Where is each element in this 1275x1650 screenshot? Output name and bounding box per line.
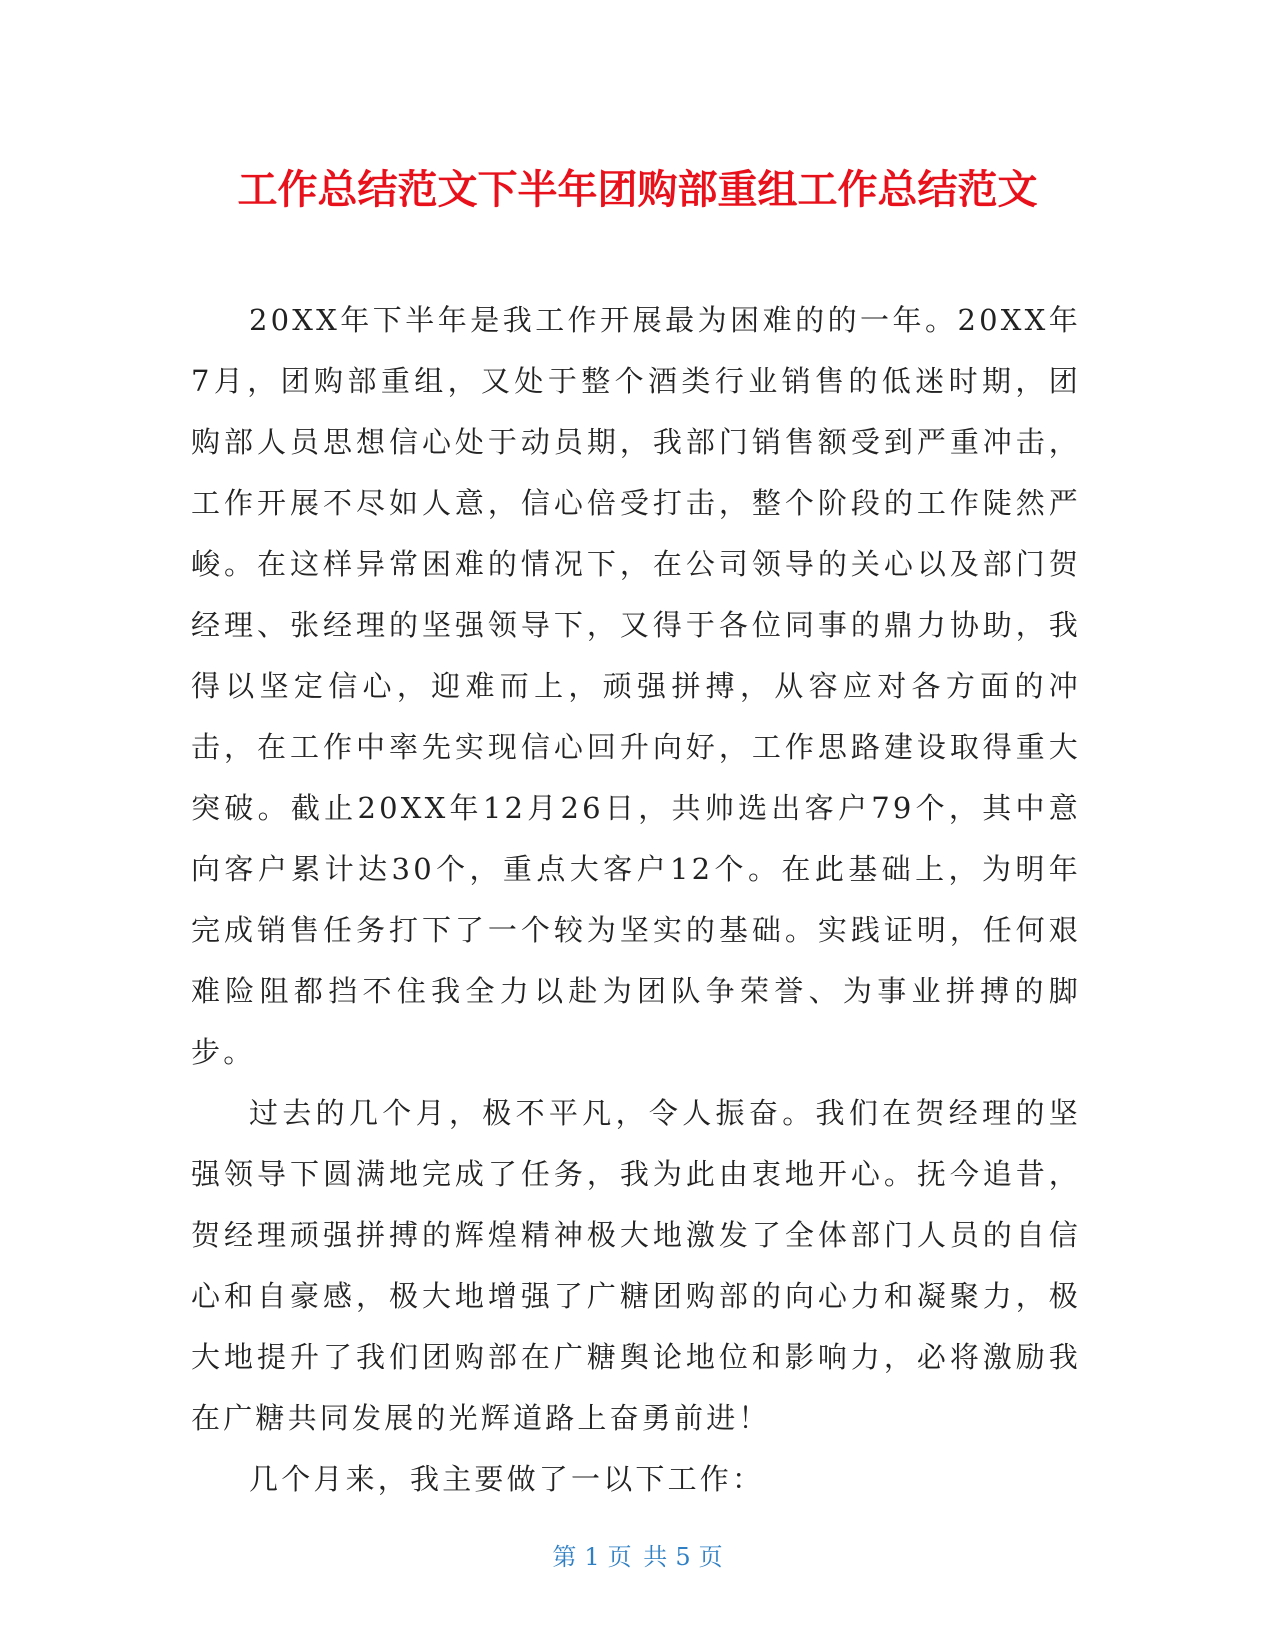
footer-middle: 页 共: [607, 1543, 668, 1571]
footer-total-pages: 5: [675, 1543, 691, 1571]
footer-page-number: 1: [584, 1543, 600, 1571]
paragraph-2: 过去的几个月，极不平凡，令人振奋。我们在贺经理的坚强领导下圆满地完成了任务，我为此由衷地开心。抚今追昔，贺经理顽强拼搏的辉煌精神极大地激发了全体部门人员的自信心和自豪感，极大地增强了广糖团购部的向心力和凝聚力，极大地提升了我们团购部在广糖舆论地位和影响力，必将激励我在广糖共同发展的光辉道路上奋勇前进！: [191, 1096, 1081, 1435]
footer-suffix: 页: [698, 1543, 723, 1571]
paragraph-3: 几个月来，我主要做了一以下工作：: [249, 1462, 765, 1496]
paragraph-1: 20XX年下半年是我工作开展最为困难的的一年。20XX年7月，团购部重组，又处于整个酒类行业销售的低迷时期，团购部人员思想信心处于动员期，我部门销售额受到严重冲击，工作开展不尽如人意，信心倍受打击，整个阶段的工作陡然严峻。在这样异常困难的情况下，在公司领导的关心以及部门贺经理、张经理的坚强领导下，又得于各位同事的鼎力协助，我得以坚定信心，迎难而上，顽强拼搏，从容应对各方面的冲击，在工作中率先实现信心回升向好，工作思路建设取得重大突破。截止20XX年12月26日，共帅选出客户79个，其中意向客户累计达30个，重点大客户12个。在此基础上，为明年完成销售任务打下了一个较为坚实的基础。实践证明，任何艰难险阻都挡不住我全力以赴为团队争荣誉、为事业拼搏的脚步。: [191, 303, 1081, 1069]
footer-prefix: 第: [552, 1543, 577, 1571]
document-body: [191, 290, 1081, 1510]
page-footer: [0, 1540, 1275, 1574]
document-title: 工作总结范文下半年团购部重组工作总结范文: [237, 167, 1038, 213]
